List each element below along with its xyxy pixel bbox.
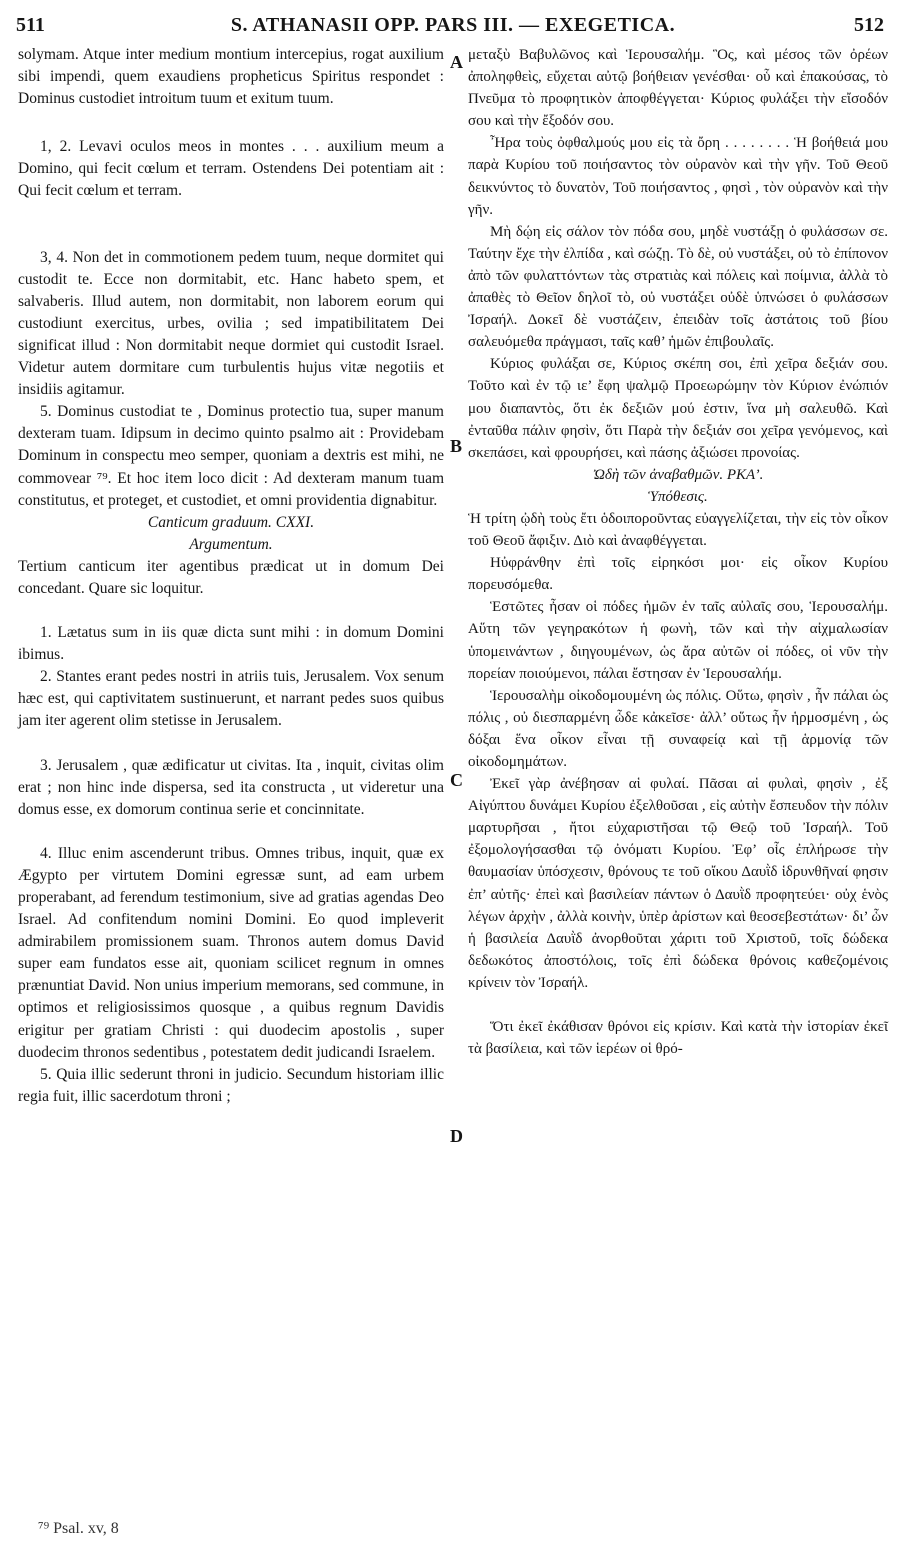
running-header: [0, 14, 906, 42]
greek-paragraph: Ἦρα τοὺς ὀφθαλμούς μου εἰς τὰ ὄρη . . . . . . . . Ἡ βοήθειά μου παρὰ Κυρίου τοῦ ποιήσαντος τὸν οὐρανὸν καὶ τὴν γῆν. Τοῦ Θεοῦ δεικνύντος τὸ δυνατὸν, Τοῦ ποιήσαντος , φησὶ , τὸν οὐρανὸν καὶ τὴν γῆν.: [468, 135, 888, 218]
greek-paragraph: Μὴ δῴη εἰς σάλον τὸν πόδα σου, μηδὲ νυστάξῃ ὁ φυλάσσων σε. Ταύτην ἔχε τὴν ἐλπίδα , καὶ σώζῃ. Τὸ δὲ, οὐ νυστάξει, οὐ τὸ ἐπίπονον ἀπὸ τῶν φυλαττόντων τὰς στρατιὰς καὶ πόλεις καὶ ποίμνια, ἀλλὰ τὸ ἀπαθὲς τὸ Θεῖον δηλοῖ τὸ, οὐ νυστάξει οὐδὲ ὑπνώσει ὁ φυλάσσων Ἰσραήλ. Δοκεῖ δὲ νυστάζειν, ἐπειδὰν τοῖς ἀστάτοις τοῦ βίου σαλευόμεθα πράγμασι, ταῖς καθ’ ἡμῶν ἐπιβουλαῖς.: [468, 223, 888, 351]
latin-paragraph: solymam. Atque inter medium montium intercepius, rogat auxilium sibi impendi, quem exaudiens propheticus Spiritus respondet : Dominus custodiet introitum tuum et exitum tuum.: [18, 46, 444, 108]
greek-paragraph: Ηὐφράνθην ἐπὶ τοῖς εἰρηκόσι μοι· εἰς οἶκον Κυρίου πορευσόμεθα.: [468, 555, 888, 594]
latin-paragraph: Tertium canticum iter agentibus prædicat ut in domum Dei concedant. Quare sic loquitur.: [18, 557, 444, 597]
latin-column: [18, 44, 444, 1108]
margin-letter-a: A: [450, 52, 463, 72]
greek-paragraph: Κύριος φυλάξαι σε, Κύριος σκέπη σοι, ἐπὶ χεῖρα δεξιάν σου. Τοῦτο καὶ ἐν τῷ ιε’ ἔφη ψαλμῷ Προεωρώμην τὸν Κύριον ἐνώπιόν μου διαπαντὸς, ὅτι ἐκ δεξιῶν μού ἐστιν, ἵνα μὴ σαλευθῶ. Καὶ ἐνταῦθα πάλιν φησὶν, ὅτι Παρὰ τὴν δεξιάν σοι χεῖρα γενόμενος, καὶ σκεπάσει, καὶ φρουρήσει, καὶ πάσης ἀξιώσει προνοίας.: [468, 356, 888, 461]
greek-paragraph: Ὅτι ἐκεῖ ἐκάθισαν θρόνοι εἰς κρίσιν. Καὶ κατὰ τὴν ἱστορίαν ἐκεῖ τὰ βασίλεια, καὶ τῶν ἱερέων οἱ θρό-: [468, 1019, 888, 1058]
greek-column: [468, 44, 888, 1060]
footnote: ⁷⁹ Psal. xv, 8: [38, 1520, 119, 1537]
margin-letter-c: C: [450, 770, 463, 790]
page-number-right: 512: [854, 14, 884, 36]
latin-paragraph: 5. Dominus custodiat te , Dominus protectio tua, super manum dexteram tuam. Idipsum in decimo quinto psalmo ait : Providebam Dominum in conspectu meo semper, quoniam a dextris est mihi, ne commovear ⁷⁹. Et hoc item loco dicit : Ad dexteram manum tuam constitutus, et proteget, et custodiet, et omni providentia dignabitur.: [18, 403, 444, 509]
greek-paragraph: Ἱερουσαλὴμ οἰκοδομουμένη ὡς πόλις. Οὕτω, φησὶν , ἦν πάλαι ὡς πόλις , οὐ διεσπαρμένη ὧδε κἀκεῖσε· ἀλλ’ οὕτως ἦν ἡρμοσμένη , ὡς δόξαι ἕνα οἶκον εἶναι τῇ συναφείᾳ καὶ τῇ ἁρμονίᾳ τῶν οἰκοδομημάτων.: [468, 687, 888, 770]
latin-paragraph: 3, 4. Non det in commotionem pedem tuum, neque dormitet qui custodit te. Ecce non dormitabit, etc. Hanc habeto spem, et salvaberis. Illud autem, non dormitabit, non laborem eorum qui custodiunt exercitus, urbes, ovilia ; sed impatibilitatem Dei significat illud : Non dormitabit neque dormiet qui custodit Israel. Videtur autem dormitare cum turbulentis hujus vitæ negotiis et insidiis agitamur.: [18, 248, 444, 399]
greek-paragraph: Ἑστῶτες ἦσαν οἱ πόδες ἡμῶν ἐν ταῖς αὐλαῖς σου, Ἱερουσαλήμ. Αὕτη τῶν γεγηρακότων ἡ φωνὴ, τῶν καὶ τὴν αἰχμαλωσίαν ὑπομεινάντων , διηγουμένων, ὡς ἄρα αὐτῶν οἱ πόδες, οἱ νῦν τὴν πορείαν ποιούμενοι, πάλαι ἔστησαν ἐν Ἱερουσαλήμ.: [468, 599, 888, 682]
latin-paragraph: 4. Illuc enim ascenderunt tribus. Omnes tribus, inquit, quæ ex Ægypto per virtutem Domini egressæ sunt, ad eam urbem properabant, ad ferendum testimonium, sive ad gratias agendas Deo Israel. Ad confitendum nomini Domini. Eo quod impleverit admirabilem promissionem suam. Thronos autem domus David super eam fundatos esse ait, quoniam scilicet regnum in omnes prænuntiat David. Non unius imperium memorans, sed commune, in optimos et religiosissimos quosque , a quibus regnum Davidis erigitur per gratiam Christi : qui duodecim apostolis , super duodecim thronos sedentibus , potestatem dedit judicandi Israelem.: [18, 844, 444, 1061]
latin-paragraph: 1, 2. Levavi oculos meos in montes . . . auxilium meum a Domino, qui fecit cœlum et terram. Ostendens Dei potentiam ait : Qui fecit cœlum et terram.: [18, 138, 444, 200]
greek-paragraph: Ἐκεῖ γὰρ ἀνέβησαν αἱ φυλαί. Πᾶσαι αἱ φυλαὶ, φησὶν , ἐξ Αἰγύπτου δυνάμει Κυρίου ἐξελθοῦσαι , εἰς αὐτὴν ἔσπευδον τὴν πόλιν μαρτυρῆσαι , ἤτοι εὐχαριστῆσαι τῷ Θεῷ τοῦ Ἰσραήλ. Τοῦ ἐξομολογήσασθαι τῷ ὀνόματι Κυρίου. Ἐφ’ οἷς ἐπλήρωσε τὴν θαυμασίαν ὑπόσχεσιν, θρόνους τε τοῦ οἴκου Δαυῒδ ἱδρυνθῆναί φησιν ἐπ’ αὐτῆς· ἐπεὶ καὶ βασιλείαν πάντων ὁ Δαυῒδ προφητεύει· οὐχ ἑνὸς λέγων ἀρχὴν , ἀλλὰ κοινὴν, ὑπὲρ ἀρίστων καὶ θεοσεβεστάτων· δι’ ὧν ἡ βασιλεία Δαυῒδ ἀνορθοῦται χάριτι τοῦ Χριστοῦ, τοῖς δώδεκα δεδωκότος ἀποστόλοις, τοῖς ἐπὶ δώδεκα θρόνοις καθεζομένοις κρίνειν τὸν Ἰσραήλ.: [468, 776, 888, 991]
greek-heading: Ὠδὴ τῶν ἀναβαθμῶν. ΡΚΑ’.: [592, 466, 764, 483]
page-number-left: 511: [16, 14, 45, 36]
latin-paragraph: 2. Stantes erant pedes nostri in atriis tuis, Jerusalem. Vox senum hæc est, qui captivitatem sustinuerunt, et narrant pedes suos quibus jam iter agerent olim stetisse in Jerusalem.: [18, 668, 444, 730]
margin-letter-d: D: [450, 1126, 463, 1146]
latin-paragraph: 5. Quia illic sederunt throni in judicio. Secundum historiam illic regia fuit, illic sacerdotum throni ;: [18, 1065, 444, 1105]
margin-letter-b: B: [450, 436, 463, 456]
latin-subheading: Argumentum.: [189, 535, 273, 553]
running-title: S. ATHANASII OPP. PARS III. — EXEGETICA.: [230, 14, 676, 36]
latin-heading: Canticum graduum. CXXI.: [147, 513, 315, 531]
greek-paragraph: μεταξὺ Βαβυλῶνος καὶ Ἱερουσαλήμ. Ὃς, καὶ μέσος τῶν ὀρέων ἀποληφθεὶς, εὔχεται αὐτῷ βοήθειαν γενέσθαι· οὗ καὶ ἐπακούσας, τὸ Πνεῦμα τὸ προφητικὸν ἀποφθέγγεται· Κύριος φυλάξει τὴν εἴσοδόν σου καὶ τὴν ἔξοδόν σου.: [468, 47, 888, 130]
greek-subheading: Ὑπόθεσις.: [648, 488, 708, 505]
latin-paragraph: 3. Jerusalem , quæ ædificatur ut civitas. Ita , inquit, civitas olim erat ; non hinc inde dispersa, sed ita constructa , ut videretur una domus esse, ex domorum continua serie et concinnitate.: [18, 756, 444, 818]
greek-paragraph: Ἡ τρίτη ᾠδὴ τοὺς ἔτι ὁδοιποροῦντας εὐαγγελίζεται, τὴν εἰς τὸν οἶκον τοῦ Θεοῦ ἄφιξιν. Διὸ καὶ ἀναφθέγγεται.: [468, 510, 888, 550]
latin-paragraph: 1. Lætatus sum in iis quæ dicta sunt mihi : in domum Domini ibimus.: [18, 624, 444, 664]
